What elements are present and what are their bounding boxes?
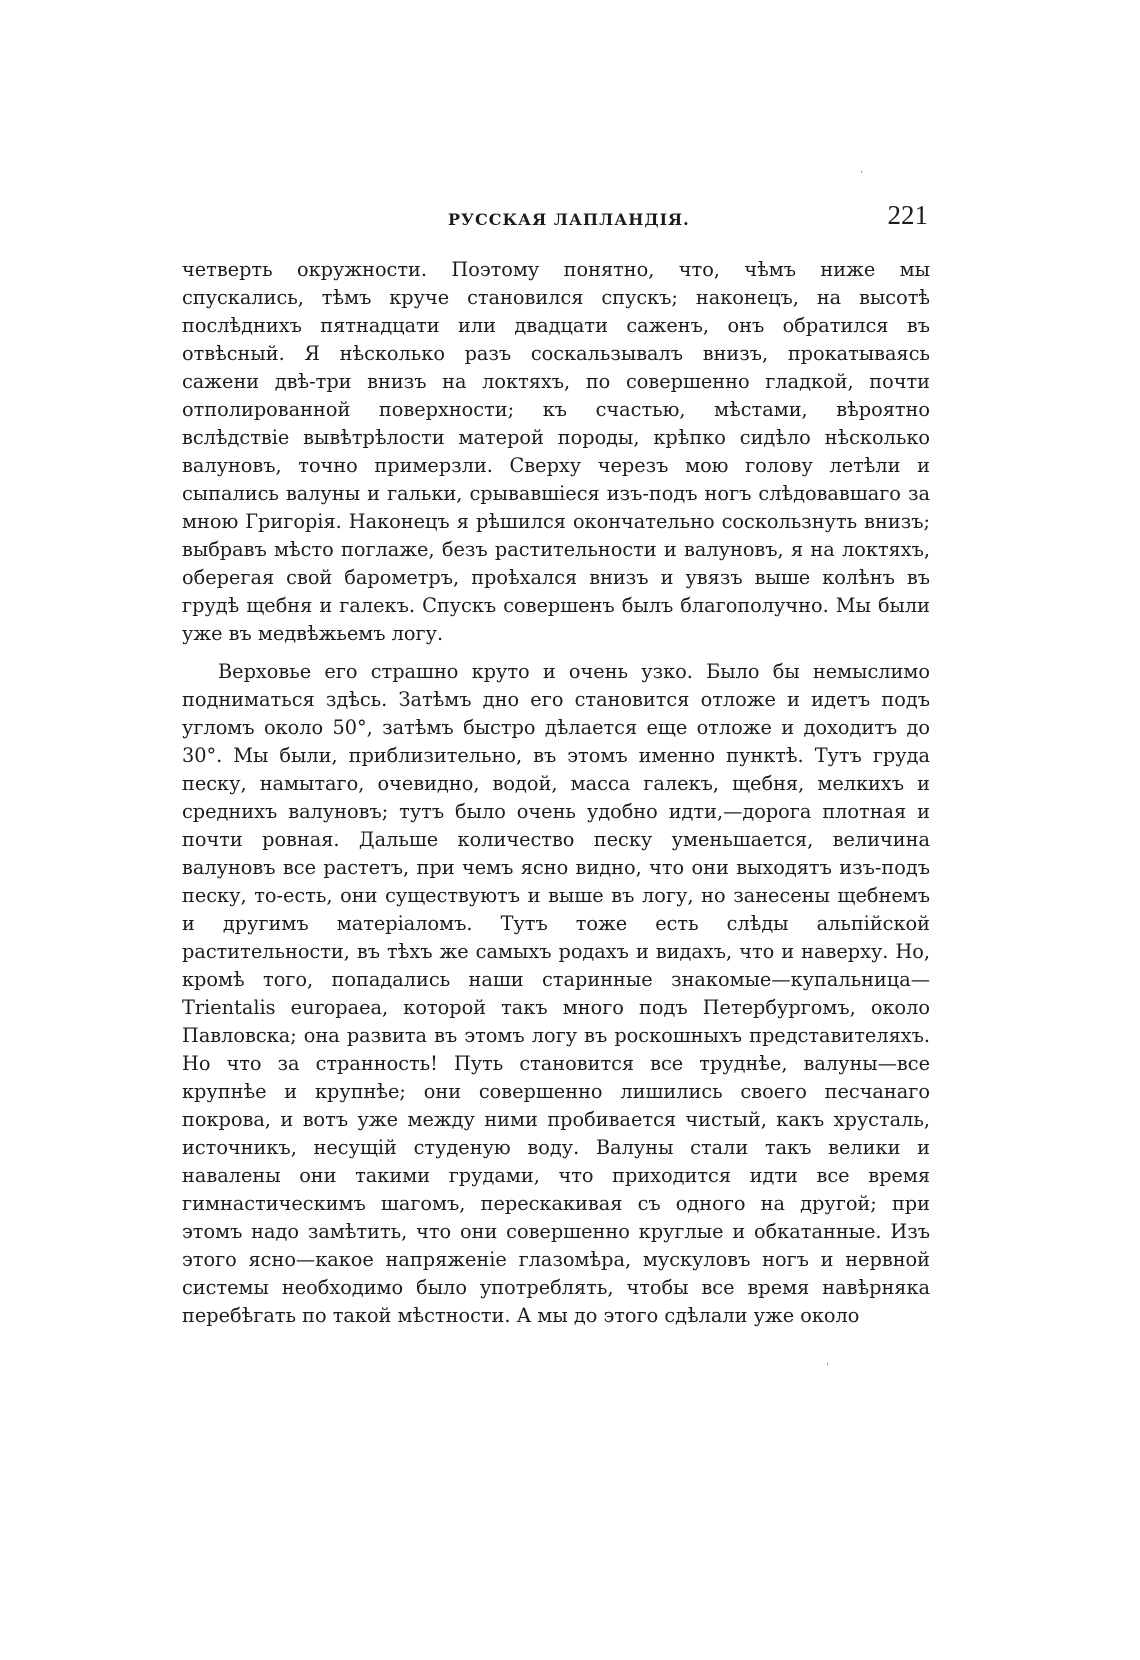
page-number: 221 bbox=[887, 200, 928, 230]
paragraph: четверть окружности. Поэтому понятно, что, чѣмъ ниже мы спускались, тѣмъ круче становился спускъ; наконецъ, на высотѣ послѣднихъ пятнадцати или двадцати саженъ, онъ обратился въ отвѣсный. Я нѣсколько разъ соскальзывалъ внизъ, прокатываясь сажени двѣ-три внизъ на локтяхъ, по совершенно гладкой, почти отполированной поверхности; къ счастью, мѣстами, вѣроятно вслѣдствіе вывѣтрѣлости матерой породы, крѣпко сидѣло нѣсколько валуновъ, точно примерзли. Сверху черезъ мою голову летѣли и сыпались валуны и гальки, срывавшіеся изъ-подъ ногъ слѣдовавшаго за мною Григорія. Наконецъ я рѣшился окончательно соскользнуть внизъ; выбравъ мѣсто поглаже, безъ растительности и валуновъ, я на локтяхъ, оберегая свой барометръ, проѣхался внизъ и увязъ выше колѣнъ въ грудѣ щебня и галекъ. Спускъ совершенъ былъ благополучно. Мы были уже въ медвѣжьемъ логу. bbox=[182, 258, 930, 645]
body-text bbox=[182, 256, 930, 1330]
page-header bbox=[180, 200, 932, 240]
scan-speck-bottom: ˌ bbox=[826, 1356, 829, 1367]
scan-speck-top: ʼ bbox=[860, 170, 864, 181]
paragraph: Верховье его страшно круто и очень узко. Было бы немыслимо подниматься здѣсь. Затѣмъ дно его становится отложе и идетъ подъ угломъ около 50°, затѣмъ быстро дѣлается еще отложе и доходитъ до 30°. Мы были, приблизительно, въ этомъ именно пунктѣ. Тутъ груда песку, намытаго, очевидно, водой, масса галекъ, щебня, мелкихъ и среднихъ валуновъ; тутъ было очень удобно идти,—дорога плотная и почти ровная. Дальше количество песку уменьшается, величина валуновъ все растетъ, при чемъ ясно видно, что они выходятъ изъ-подъ песку, то-есть, они существуютъ и выше въ логу, но занесены щебнемъ и другимъ матеріаломъ. Тутъ тоже есть слѣды альпійской растительности, въ тѣхъ же самыхъ родахъ и видахъ, что и наверху. Но, кромѣ того, попадались наши старинные знакомые—купальница—Trientalis europaea, которой такъ много подъ Петербургомъ, около Павловска; она развита въ этомъ логу въ роскошныхъ представителяхъ. Но что за странность! Путь становится все труднѣе, валуны—все крупнѣе и крупнѣе; они совершенно лишились своего песчанаго покрова, и вотъ уже между ними пробивается чистый, какъ хрусталь, источникъ, несущій студеную воду. Валуны стали такъ велики и навалены они такими грудами, что приходится идти все время гимнастическимъ шагомъ, перескакивая съ одного на другой; при этомъ надо замѣтить, что они совершенно круглые и обкатанные. Изъ этого ясно—какое напряженіе глазомѣра, мускуловъ ногъ и нервной системы необходимо было употреблять, чтобы все время навѣрняка перебѣгать по такой мѣстности. А мы до этого сдѣлали уже около bbox=[182, 660, 930, 1327]
running-title: РУССКАЯ ЛАПЛАНДІЯ. bbox=[448, 210, 690, 229]
